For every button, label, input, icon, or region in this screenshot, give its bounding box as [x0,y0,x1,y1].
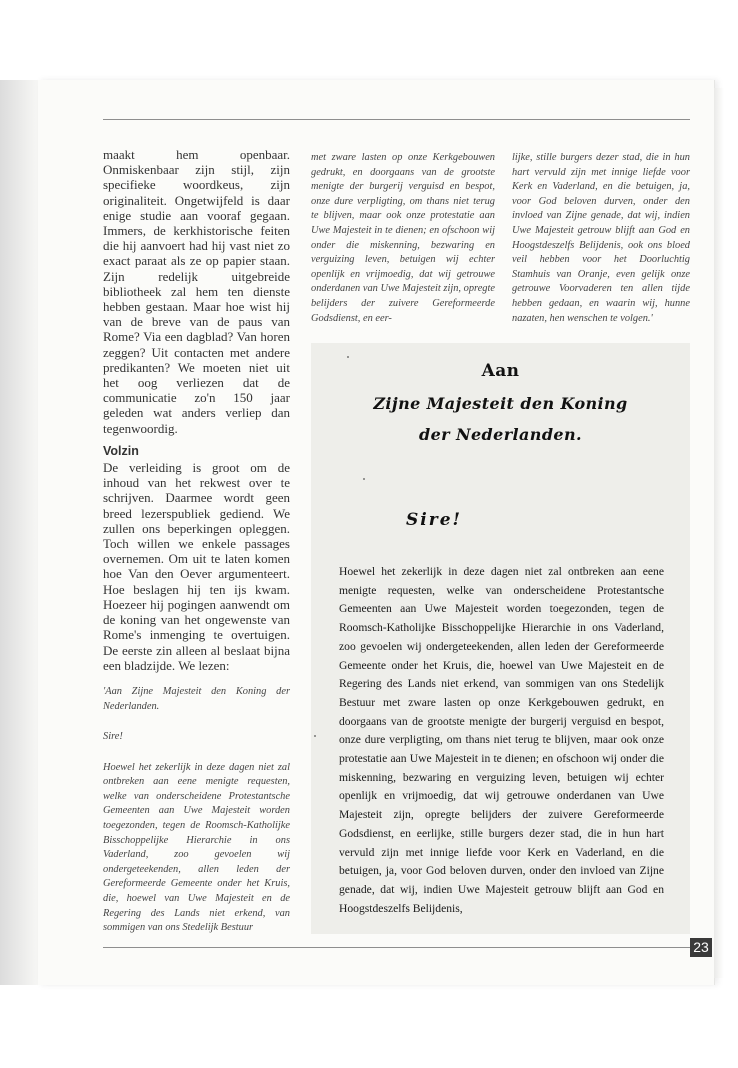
petition-quote [103,685,290,936]
section-heading: Volzin [103,443,139,458]
facsimile-aan: Aan [481,361,520,381]
print-speck [363,478,365,480]
facsimile-address-line-1: Zijne Majesteit den Koning [373,394,628,413]
facsimile-salutation: Sire! [406,510,462,530]
print-speck [314,735,316,737]
top-rule [103,119,690,120]
quote-continuation-1: met zware lasten op onze Kerkgebouwen gedrukt, en doorgaans van de grootste menigte der burgerij verguisd en bespot, onze dure verpligting, om thans niet terug te blijven, maar ook onze protestatie aan Uwe Majesteit in te dienen; en ofschoon wij onder die miskenning, bezwaring en verguizing leven, betuigen wij echter openlijk en vrijmoedig, dat wij getrouwe onderdanen van Uwe Majesteit zijn, opregte belijders der zuivere Gereformeerde Godsdienst, en eer- [311,152,495,324]
facsimile-body-text: Hoewel het zekerlijk in deze dagen niet zal ontbreken aan eene menigte requesten, welke van onderscheidene Protestantsche Gemeenten aan Uwe Majesteit worden toegezonden, tegen de Roomsch-Katholijke Bisschoppelijke Hierarchie in ons Vaderland, zoo gevoelen wij ondergeteekenden, allen leden der Gereformeerde Gemeente onder het Kruis, die, hoewel van Uwe Majesteit en de Regering des Lands niet erkend, van sommigen van ons Stedelijk Bestuur met zware lasten op onze Kerkgebouwen gedrukt, en doorgaans van de grootste menigte der burgerij verguisd en bespot, onze dure verpligting, om thans niet terug te blijven, maar ook onze protestatie aan Uwe Majesteit in te dienen; en ofschoon wij onder die miskenning, bezwaring en verguizing leven, betuigen wij echter openlijk en vrijmoedig, dat wij getrouwe onderdanen van Uwe Majesteit zijn, opregte belijders der zuivere Gereformeerde Godsdienst, en eerlijke, stille burgers dezer stad, die in hun hart vervuld zijn met innige liefde voor Kerk en Vaderland, en die betuigen, ja, voor God beloven durven, onder den invloed van Zijne genade, dat wij, indien Uwe Majesteit getrouw blijft aan God en Hoogstdeszelfs Belijdenis, [339,565,664,915]
article-paragraph-1: maakt hem openbaar. Onmiskenbaar zijn stijl, zijn specifieke woordkeus, zijn originaliteit. Ongetwijfeld is daar enige studie aan vooraf gegaan. Immers, de kerkhistorische feiten die hij aanvoert had hij vast niet zo exact paraat als ze op papier staan. Zijn redelijk uitgebreide bibliotheek zal hem ten dienste hebben gestaan. Maar hoe wist hij van de breve van de paus van Rome? Via een dagblad? Van horen zeggen? Uit contacten met andere predikanten? We moeten niet uit het oog verliezen dat de communicatie zo'n 150 jaar geleden wat anders verliep dan tegenwoordig. [103,147,290,436]
article-paragraph-2: De verleiding is groot om de inhoud van het rekwest over te schrijven. Daarmee wordt geen breed lezerspubliek gediend. We zullen ons beperkingen opleggen. Toch willen we enkele passages overnemen. Om uit te laten komen hoe Van den Oever argumenteert. Hoe beslagen hij ten ijs kwam. Hoezeer hij pogingen aanwendt om de koning van het ongewenste van Rome's inmenging te overtuigen. De eerste zin alleen al beslaat bijna een bladzijde. We lezen: [103,460,290,673]
page-gutter-shadow [0,80,38,985]
page-number: 23 [690,938,712,957]
petition-facsimile-image [311,343,690,934]
quote-continuation-2: lijke, stille burgers dezer stad, die in hun hart vervuld zijn met innige liefde voor Kerk en Vaderland, en die betuigen, ja, voor God beloven durven, onder den invloed van Zijne genade, dat wij, indien Uwe Majesteit getrouw blijft aan God en Hoogstdeszelfs Belijdenis, ook ons bloed veil hebben voor het Doorluchtig Stamhuis van Oranje, even gelijk onze getrouwe Voorvaderen ten allen tijde hebben gedaan, en waarin wij, hunne nazaten, hen wenschen te volgen.' [512,152,690,324]
facsimile-address-line-2: der Nederlanden. [418,425,583,444]
article-column-2 [311,151,495,326]
page-edge [714,88,724,978]
quote-body: Hoewel het zekerlijk in deze dagen niet zal ontbreken aan eene menigte requesten, welke van onderscheidene Protestantsche Gemeenten aan Uwe Majesteit worden toegezonden, tegen de Roomsch-Katholijke Bisschoppelijke Hierarchie in ons Vaderland, zoo gevoelen wij ondergeteekenden, allen leden der Gereformeerde Gemeente onder het Kruis, die, hoewel van Uwe Majesteit en de Regering des Lands niet erkend, van sommigen van ons Stedelijk Bestuur [103,761,290,934]
article-column-1 [103,147,290,936]
facsimile-body [339,563,664,918]
article-column-3 [512,151,690,326]
quote-salutation: Sire! [103,731,123,743]
quote-address: 'Aan Zijne Majesteit den Koning der Nederlanden. [103,685,290,712]
bottom-rule [103,947,690,948]
print-speck [347,356,349,358]
